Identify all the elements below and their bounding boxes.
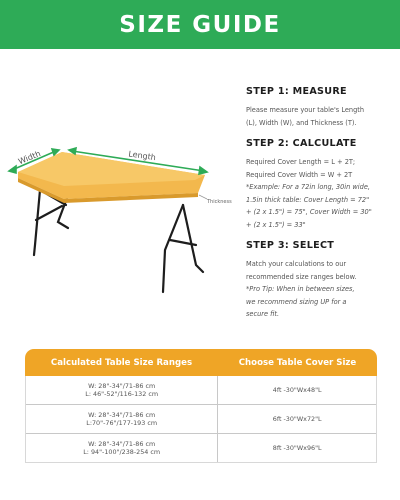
column-header-cover-size: Choose Table Cover Size bbox=[238, 357, 357, 368]
step-1-text: Please measure your table's Length bbox=[246, 106, 365, 114]
cover-size-cell: 4ft -30"Wx48"L bbox=[272, 385, 322, 394]
step-3 bbox=[246, 240, 396, 321]
range-cell bbox=[26, 405, 218, 433]
column-header-ranges: Calculated Table Size Ranges bbox=[50, 357, 193, 368]
step-3-tip: we recommend sizing UP for a bbox=[246, 297, 347, 306]
range-width: W: 28"-34"/71-86 cm bbox=[88, 410, 156, 419]
width-label: Width bbox=[17, 149, 42, 167]
table-row bbox=[26, 376, 376, 405]
thickness-pointer bbox=[199, 195, 207, 199]
size-table bbox=[25, 349, 377, 463]
step-3-text: Match your calculations to our bbox=[246, 260, 347, 268]
range-cell bbox=[26, 434, 218, 462]
table-legs bbox=[34, 190, 203, 292]
step-3-tip: secure fit. bbox=[246, 310, 280, 318]
table-illustration bbox=[0, 52, 245, 342]
range-length: L:70"-76"/177-193 cm bbox=[86, 419, 158, 427]
range-length: L: 94"-100"/238-254 cm bbox=[83, 448, 161, 456]
step-2-formula: Required Cover Length = L + 2T; bbox=[246, 158, 356, 166]
step-3-tip: *Pro Tip: When in between sizes, bbox=[246, 285, 355, 293]
step-3-text: recommended size ranges below. bbox=[246, 272, 357, 281]
step-2 bbox=[246, 138, 396, 231]
range-cell bbox=[26, 376, 218, 404]
step-1 bbox=[246, 86, 396, 129]
step-3-heading: STEP 3: SELECT bbox=[246, 240, 335, 251]
page-title: SIZE GUIDE bbox=[119, 11, 281, 38]
step-2-example: + (2 x 1.5") = 75", Cover Width = 30" bbox=[246, 208, 372, 216]
table-row bbox=[26, 434, 376, 462]
instructions bbox=[246, 86, 396, 330]
cover-size-cell: 6ft -30"Wx72"L bbox=[272, 414, 322, 423]
thickness-label: Thickness bbox=[207, 199, 232, 205]
step-2-example: + (2 x 1.5") = 33" bbox=[246, 220, 306, 229]
step-1-text: (L), Width (W), and Thickness (T). bbox=[246, 118, 357, 127]
table-row bbox=[26, 405, 376, 434]
step-2-heading: STEP 2: CALCULATE bbox=[246, 138, 357, 149]
step-2-formula: Required Cover Width = W + 2T bbox=[246, 170, 353, 179]
size-table-body bbox=[25, 376, 377, 463]
step-2-example: 1.5in thick table: Cover Length = 72" bbox=[246, 195, 370, 204]
range-width: W: 28"-34"/71-86 cm bbox=[88, 439, 156, 448]
length-label: Length bbox=[127, 149, 157, 163]
range-length: L: 46"-52"/116-132 cm bbox=[85, 390, 159, 398]
step-1-heading: STEP 1: MEASURE bbox=[246, 86, 347, 97]
step-2-example: *Example: For a 72in long, 30in wide, bbox=[246, 183, 370, 191]
size-guide-banner bbox=[0, 0, 400, 49]
range-width: W: 28"-34"/71-86 cm bbox=[88, 381, 156, 390]
tabletop bbox=[18, 152, 205, 203]
cover-size-cell: 8ft -30"Wx96"L bbox=[272, 443, 322, 452]
size-table-header bbox=[25, 349, 377, 376]
